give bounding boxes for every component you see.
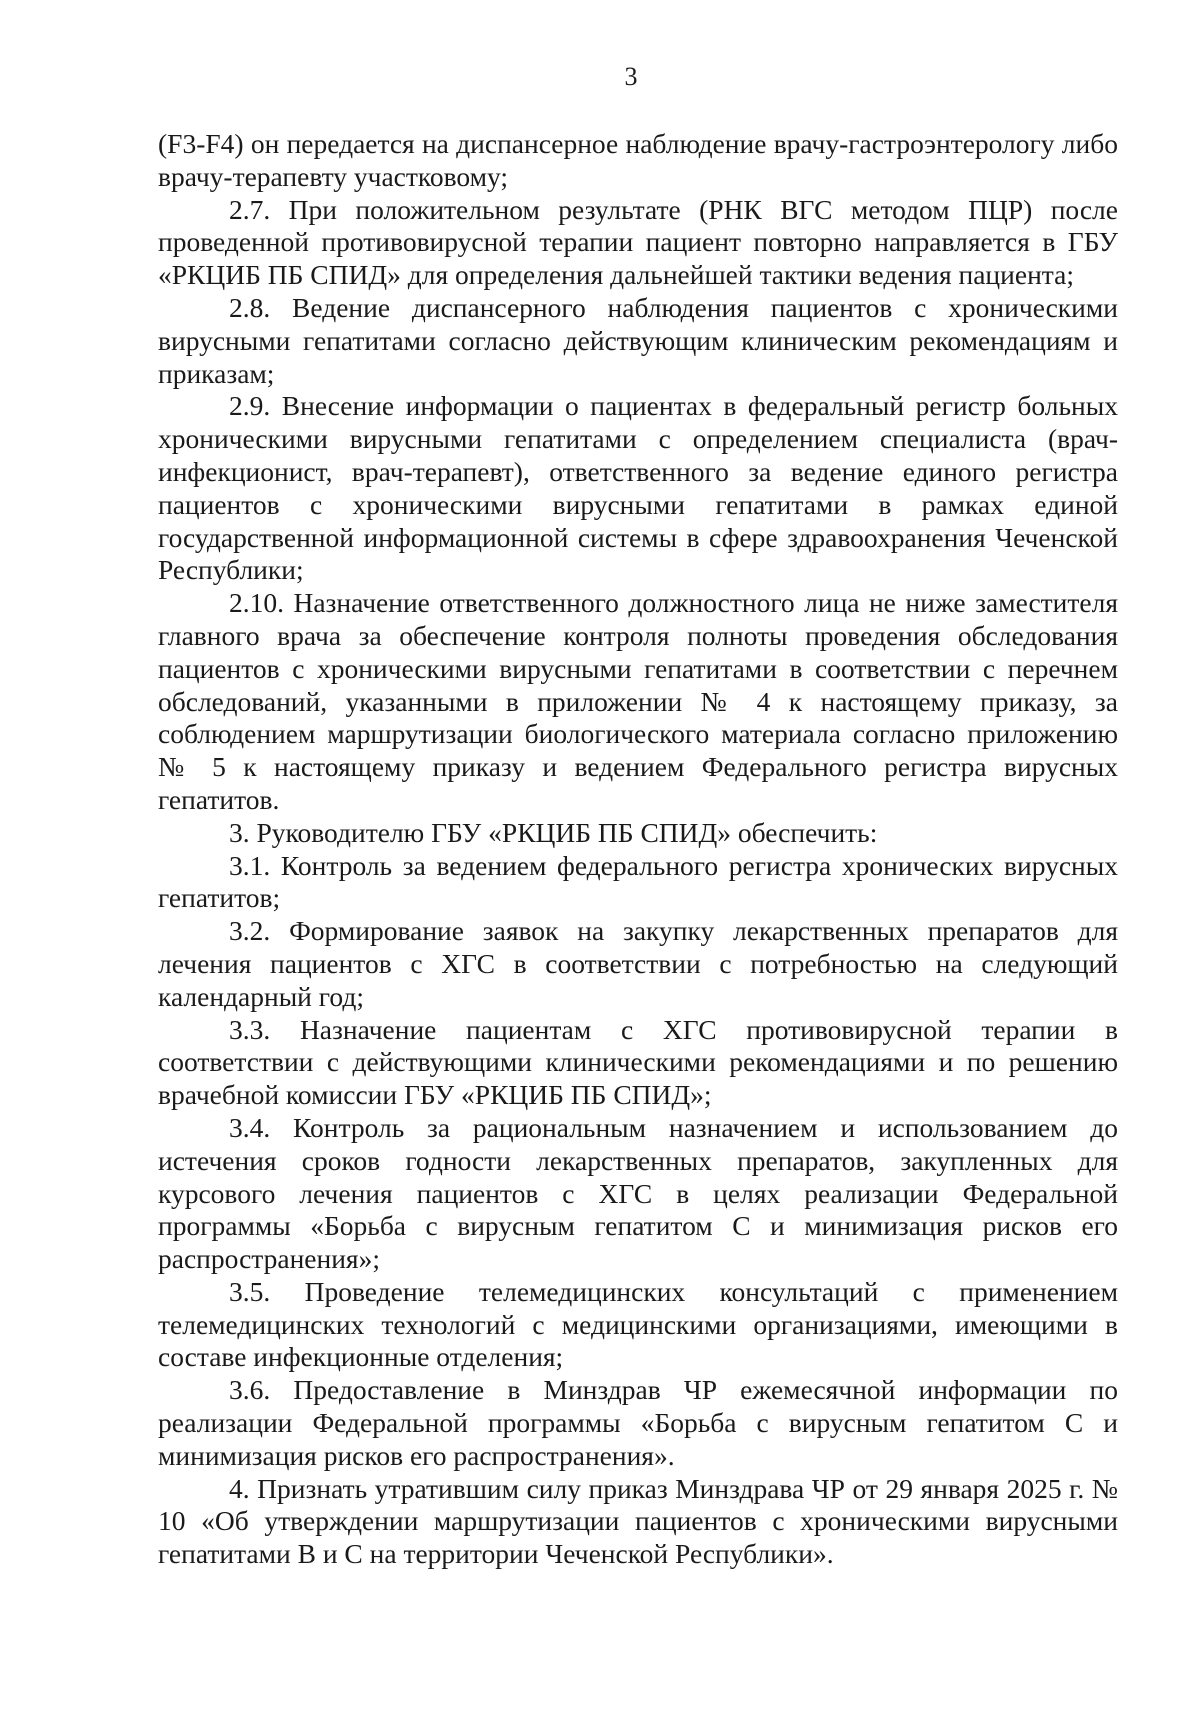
paragraph-2-7: 2.7. При положительном результате (РНК ВГС методом ПЦР) после проведенной противовирусной терапии пациент повторно направляется в ГБУ «РКЦИБ ПБ СПИД» для определения дальнейшей тактики ведения пациента; bbox=[158, 193, 1118, 291]
paragraph-3-2: 3.2. Формирование заявок на закупку лекарственных препаратов для лечения пациентов с ХГС в соответствии с потребностью на следующий календарный год; bbox=[158, 915, 1118, 1012]
paragraph-3-5: 3.5. Проведение телемедицинских консультаций с применением телемедицинских технологий с медицинскими организациями, имеющими в составе инфекционные отделения; bbox=[158, 1275, 1118, 1373]
page-number: 3 bbox=[624, 62, 638, 91]
paragraph-continuation: (F3-F4) он передается на диспансерное наблюдение врачу-гастроэнтерологу либо врачу-терапевту участковому; bbox=[158, 128, 1118, 192]
paragraph-3-1: 3.1. Контроль за ведением федерального регистра хронических вирусных гепатитов; bbox=[158, 849, 1118, 914]
paragraph-3-3: 3.3. Назначение пациентам с ХГС противовирусной терапии в соответствии с действующими клиническими рекомендациями и по решению врачебной комиссии ГБУ «РКЦИБ ПБ СПИД»; bbox=[158, 1013, 1118, 1111]
paragraph-2-10: 2.10. Назначение ответственного должностного лица не ниже заместителя главного врача за обеспечение контроля полноты проведения обследования пациентов с хроническими вирусными гепатитами в соответствии с перечнем обследований, указанными в приложении № 4 к настоящему приказу, за соблюдением маршрутизации биологического материала согласно приложению № 5 к настоящему приказу и ведением Федерального регистра вирусных гепатитов. bbox=[158, 587, 1118, 815]
paragraph-3: 3. Руководителю ГБУ «РКЦИБ ПБ СПИД» обеспечить: bbox=[229, 816, 878, 848]
paragraph-2-8: 2.8. Ведение диспансерного наблюдения пациентов с хроническими вирусными гепатитами согласно действующим клиническим рекомендациям и приказам; bbox=[158, 291, 1118, 389]
paragraph-3-6: 3.6. Предоставление в Минздрав ЧР ежемесячной информации по реализации Федеральной программы «Борьба с вирусным гепатитом С и минимизация рисков его распространения». bbox=[158, 1374, 1118, 1471]
document-body bbox=[158, 128, 1118, 1571]
paragraph-4: 4. Признать утратившим силу приказ Минздрава ЧР от 29 января 2025 г. № 10 «Об утверждении маршрутизации пациентов с хроническими вирусными гепатитами В и С на территории Чеченской Республики». bbox=[158, 1472, 1118, 1570]
paragraph-3-4: 3.4. Контроль за рациональным назначением и использованием до истечения сроков годности лекарственных препаратов, закупленных для курсового лечения пациентов с ХГС в целях реализации Федеральной программы «Борьба с вирусным гепатитом С и минимизация рисков его распространения»; bbox=[158, 1111, 1118, 1275]
paragraph-2-9: 2.9. Внесение информации о пациентах в федеральный регистр больных хроническими вирусными гепатитами с определением специалиста (врач-инфекционист, врач-терапевт), ответственного за ведение единого регистра пациентов с хроническими вирусными гепатитами в рамках единой государственной информационной системы в сфере здравоохранения Чеченской Республики; bbox=[158, 390, 1118, 586]
